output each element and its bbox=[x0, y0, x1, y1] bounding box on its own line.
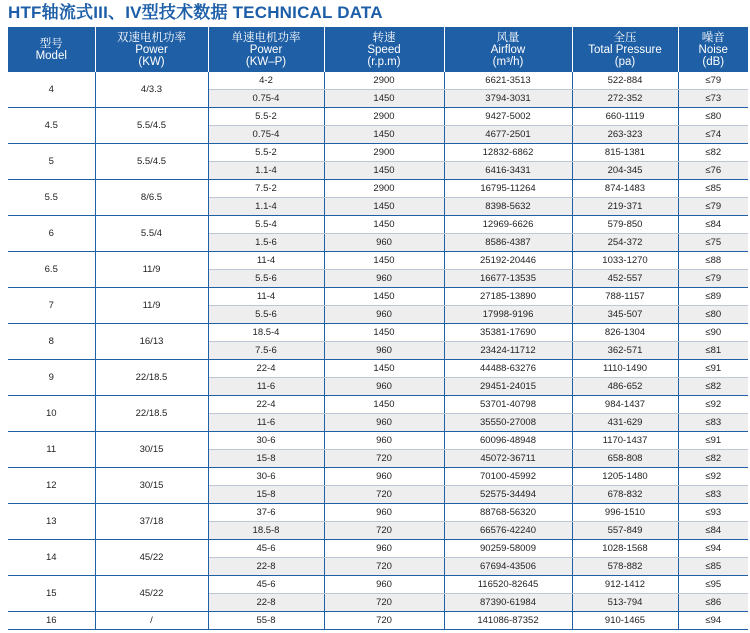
dual-speed-power-cell: 30/15 bbox=[95, 468, 208, 504]
speed-cell: 960 bbox=[324, 234, 444, 252]
airflow-cell: 8586-4387 bbox=[444, 234, 572, 252]
model-cell: 8 bbox=[8, 324, 95, 360]
header-airflow-cn: 风量 bbox=[496, 31, 520, 44]
speed-cell: 2900 bbox=[324, 180, 444, 198]
speed-cell: 960 bbox=[324, 270, 444, 288]
single-speed-power-cell: 5.5-2 bbox=[208, 108, 324, 126]
header-airflow bbox=[444, 27, 572, 72]
airflow-cell: 88768-56320 bbox=[444, 504, 572, 522]
noise-cell: ≤89 bbox=[678, 288, 748, 306]
header-model-en: Model bbox=[35, 49, 67, 62]
noise-cell: ≤94 bbox=[678, 540, 748, 558]
single-speed-power-cell: 11-4 bbox=[208, 252, 324, 270]
table-row bbox=[8, 144, 748, 162]
single-speed-power-cell: 5.5-6 bbox=[208, 270, 324, 288]
noise-cell: ≤85 bbox=[678, 180, 748, 198]
table-row bbox=[8, 540, 748, 558]
speed-cell: 1450 bbox=[324, 396, 444, 414]
single-speed-power-cell: 11-4 bbox=[208, 288, 324, 306]
noise-cell: ≤80 bbox=[678, 108, 748, 126]
table-row bbox=[8, 504, 748, 522]
dual-speed-power-cell: 5.5/4 bbox=[95, 216, 208, 252]
pressure-cell: 263-323 bbox=[572, 126, 678, 144]
table-row bbox=[8, 396, 748, 414]
model-cell: 15 bbox=[8, 576, 95, 612]
header-speed-en: Speed bbox=[367, 43, 401, 56]
dual-speed-power-cell: 22/18.5 bbox=[95, 396, 208, 432]
header-single-speed-power-unit: (KW–P) bbox=[245, 55, 287, 68]
table-row bbox=[8, 576, 748, 594]
dual-speed-power-cell: 22/18.5 bbox=[95, 360, 208, 396]
airflow-cell: 8398-5632 bbox=[444, 198, 572, 216]
model-cell: 6 bbox=[8, 216, 95, 252]
dual-speed-power-cell: 4/3.3 bbox=[95, 72, 208, 108]
model-cell: 4 bbox=[8, 72, 95, 108]
speed-cell: 960 bbox=[324, 432, 444, 450]
single-speed-power-cell: 22-8 bbox=[208, 558, 324, 576]
single-speed-power-cell: 45-6 bbox=[208, 540, 324, 558]
table-row bbox=[8, 180, 748, 198]
header-dual-speed-power-unit: (KW) bbox=[138, 55, 165, 68]
speed-cell: 1450 bbox=[324, 126, 444, 144]
noise-cell: ≤81 bbox=[678, 342, 748, 360]
table-row bbox=[8, 360, 748, 378]
pressure-cell: 513-794 bbox=[572, 594, 678, 612]
airflow-cell: 35550-27008 bbox=[444, 414, 572, 432]
noise-cell: ≤85 bbox=[678, 558, 748, 576]
speed-cell: 1450 bbox=[324, 360, 444, 378]
airflow-cell: 45072-36711 bbox=[444, 450, 572, 468]
model-cell: 11 bbox=[8, 432, 95, 468]
model-cell: 10 bbox=[8, 396, 95, 432]
airflow-cell: 12832-6862 bbox=[444, 144, 572, 162]
pressure-cell: 984-1437 bbox=[572, 396, 678, 414]
page-title: HTF轴流式III、IV型技术数据 TECHNICAL DATA bbox=[8, 3, 383, 22]
speed-cell: 720 bbox=[324, 450, 444, 468]
header-noise-unit: (dB) bbox=[702, 55, 725, 68]
speed-cell: 1450 bbox=[324, 198, 444, 216]
speed-cell: 720 bbox=[324, 594, 444, 612]
pressure-cell: 1110-1490 bbox=[572, 360, 678, 378]
model-cell: 14 bbox=[8, 540, 95, 576]
single-speed-power-cell: 37-6 bbox=[208, 504, 324, 522]
header-noise-en: Noise bbox=[698, 43, 728, 56]
model-cell: 5 bbox=[8, 144, 95, 180]
pressure-cell: 826-1304 bbox=[572, 324, 678, 342]
noise-cell: ≤82 bbox=[678, 450, 748, 468]
single-speed-power-cell: 18.5-8 bbox=[208, 522, 324, 540]
speed-cell: 1450 bbox=[324, 252, 444, 270]
noise-cell: ≤91 bbox=[678, 432, 748, 450]
noise-cell: ≤91 bbox=[678, 360, 748, 378]
pressure-cell: 1205-1480 bbox=[572, 468, 678, 486]
single-speed-power-cell: 22-8 bbox=[208, 594, 324, 612]
single-speed-power-cell: 4-2 bbox=[208, 72, 324, 90]
single-speed-power-cell: 5.5-6 bbox=[208, 306, 324, 324]
airflow-cell: 17998-9196 bbox=[444, 306, 572, 324]
pressure-cell: 910-1465 bbox=[572, 612, 678, 630]
speed-cell: 960 bbox=[324, 342, 444, 360]
noise-cell: ≤84 bbox=[678, 216, 748, 234]
pressure-cell: 486-652 bbox=[572, 378, 678, 396]
header-total-pressure bbox=[572, 27, 678, 72]
single-speed-power-cell: 30-6 bbox=[208, 432, 324, 450]
noise-cell: ≤80 bbox=[678, 306, 748, 324]
single-speed-power-cell: 0.75-4 bbox=[208, 90, 324, 108]
pressure-cell: 579-850 bbox=[572, 216, 678, 234]
pressure-cell: 1028-1568 bbox=[572, 540, 678, 558]
single-speed-power-cell: 11-6 bbox=[208, 378, 324, 396]
airflow-cell: 27185-13890 bbox=[444, 288, 572, 306]
speed-cell: 960 bbox=[324, 378, 444, 396]
airflow-cell: 9427-5002 bbox=[444, 108, 572, 126]
pressure-cell: 660-1119 bbox=[572, 108, 678, 126]
airflow-cell: 116520-82645 bbox=[444, 576, 572, 594]
speed-cell: 720 bbox=[324, 486, 444, 504]
airflow-cell: 12969-6626 bbox=[444, 216, 572, 234]
header-dual-speed-power-cn: 双速电机功率 bbox=[117, 31, 186, 44]
noise-cell: ≤92 bbox=[678, 468, 748, 486]
pressure-cell: 557-849 bbox=[572, 522, 678, 540]
pressure-cell: 345-507 bbox=[572, 306, 678, 324]
airflow-cell: 16677-13535 bbox=[444, 270, 572, 288]
single-speed-power-cell: 45-6 bbox=[208, 576, 324, 594]
speed-cell: 720 bbox=[324, 558, 444, 576]
speed-cell: 960 bbox=[324, 468, 444, 486]
single-speed-power-cell: 22-4 bbox=[208, 396, 324, 414]
dual-speed-power-cell: 45/22 bbox=[95, 540, 208, 576]
single-speed-power-cell: 7.5-2 bbox=[208, 180, 324, 198]
table-header-row bbox=[8, 27, 748, 72]
table-row bbox=[8, 612, 748, 630]
airflow-cell: 25192-20446 bbox=[444, 252, 572, 270]
table-body bbox=[8, 72, 748, 630]
single-speed-power-cell: 1.1-4 bbox=[208, 198, 324, 216]
airflow-cell: 66576-42240 bbox=[444, 522, 572, 540]
model-cell: 7 bbox=[8, 288, 95, 324]
pressure-cell: 815-1381 bbox=[572, 144, 678, 162]
table-row bbox=[8, 108, 748, 126]
table-row bbox=[8, 324, 748, 342]
dual-speed-power-cell: 5.5/4.5 bbox=[95, 108, 208, 144]
single-speed-power-cell: 11-6 bbox=[208, 414, 324, 432]
noise-cell: ≤84 bbox=[678, 522, 748, 540]
header-airflow-en: Airflow bbox=[490, 43, 526, 56]
airflow-cell: 44488-63276 bbox=[444, 360, 572, 378]
noise-cell: ≤82 bbox=[678, 144, 748, 162]
speed-cell: 2900 bbox=[324, 72, 444, 90]
pressure-cell: 272-352 bbox=[572, 90, 678, 108]
header-total-pressure-cn: 全压 bbox=[613, 31, 637, 44]
airflow-cell: 70100-45992 bbox=[444, 468, 572, 486]
speed-cell: 1450 bbox=[324, 90, 444, 108]
single-speed-power-cell: 7.5-6 bbox=[208, 342, 324, 360]
dual-speed-power-cell: 45/22 bbox=[95, 576, 208, 612]
airflow-cell: 87390-61984 bbox=[444, 594, 572, 612]
header-speed bbox=[324, 27, 444, 72]
pressure-cell: 788-1157 bbox=[572, 288, 678, 306]
airflow-cell: 23424-11712 bbox=[444, 342, 572, 360]
header-speed-cn: 转速 bbox=[372, 31, 396, 44]
speed-cell: 2900 bbox=[324, 108, 444, 126]
speed-cell: 1450 bbox=[324, 288, 444, 306]
speed-cell: 1450 bbox=[324, 324, 444, 342]
noise-cell: ≤92 bbox=[678, 396, 748, 414]
header-speed-unit: (r.p.m) bbox=[367, 55, 401, 68]
airflow-cell: 60096-48948 bbox=[444, 432, 572, 450]
model-cell: 13 bbox=[8, 504, 95, 540]
airflow-cell: 35381-17690 bbox=[444, 324, 572, 342]
single-speed-power-cell: 5.5-4 bbox=[208, 216, 324, 234]
noise-cell: ≤74 bbox=[678, 126, 748, 144]
airflow-cell: 52575-34494 bbox=[444, 486, 572, 504]
airflow-cell: 67694-43506 bbox=[444, 558, 572, 576]
noise-cell: ≤79 bbox=[678, 72, 748, 90]
pressure-cell: 658-808 bbox=[572, 450, 678, 468]
pressure-cell: 678-832 bbox=[572, 486, 678, 504]
pressure-cell: 204-345 bbox=[572, 162, 678, 180]
dual-speed-power-cell: / bbox=[95, 612, 208, 630]
pressure-cell: 912-1412 bbox=[572, 576, 678, 594]
noise-cell: ≤73 bbox=[678, 90, 748, 108]
single-speed-power-cell: 5.5-2 bbox=[208, 144, 324, 162]
airflow-cell: 16795-11264 bbox=[444, 180, 572, 198]
header-single-speed-power-en: Power bbox=[249, 43, 283, 56]
model-cell: 6.5 bbox=[8, 252, 95, 288]
dual-speed-power-cell: 8/6.5 bbox=[95, 180, 208, 216]
header-dual-speed-power-en: Power bbox=[135, 43, 168, 56]
header-model-cn: 型号 bbox=[39, 37, 63, 50]
speed-cell: 960 bbox=[324, 306, 444, 324]
single-speed-power-cell: 1.5-6 bbox=[208, 234, 324, 252]
single-speed-power-cell: 15-8 bbox=[208, 450, 324, 468]
speed-cell: 960 bbox=[324, 540, 444, 558]
speed-cell: 960 bbox=[324, 576, 444, 594]
dual-speed-power-cell: 11/9 bbox=[95, 252, 208, 288]
model-cell: 16 bbox=[8, 612, 95, 630]
pressure-cell: 578-882 bbox=[572, 558, 678, 576]
model-cell: 9 bbox=[8, 360, 95, 396]
airflow-cell: 4677-2501 bbox=[444, 126, 572, 144]
pressure-cell: 362-571 bbox=[572, 342, 678, 360]
pressure-cell: 254-372 bbox=[572, 234, 678, 252]
header-noise bbox=[678, 27, 748, 72]
noise-cell: ≤82 bbox=[678, 378, 748, 396]
noise-cell: ≤86 bbox=[678, 594, 748, 612]
speed-cell: 720 bbox=[324, 612, 444, 630]
speed-cell: 720 bbox=[324, 522, 444, 540]
single-speed-power-cell: 30-6 bbox=[208, 468, 324, 486]
airflow-cell: 53701-40798 bbox=[444, 396, 572, 414]
single-speed-power-cell: 15-8 bbox=[208, 486, 324, 504]
speed-cell: 960 bbox=[324, 414, 444, 432]
pressure-cell: 874-1483 bbox=[572, 180, 678, 198]
table-row bbox=[8, 216, 748, 234]
noise-cell: ≤83 bbox=[678, 414, 748, 432]
header-total-pressure-en: Total Pressure bbox=[588, 43, 662, 56]
speed-cell: 1450 bbox=[324, 162, 444, 180]
table-row bbox=[8, 252, 748, 270]
model-cell: 12 bbox=[8, 468, 95, 504]
model-cell: 5.5 bbox=[8, 180, 95, 216]
noise-cell: ≤88 bbox=[678, 252, 748, 270]
technical-data-table bbox=[8, 27, 748, 630]
single-speed-power-cell: 55-8 bbox=[208, 612, 324, 630]
dual-speed-power-cell: 30/15 bbox=[95, 432, 208, 468]
airflow-cell: 6416-3431 bbox=[444, 162, 572, 180]
single-speed-power-cell: 0.75-4 bbox=[208, 126, 324, 144]
header-airflow-unit: (m³/h) bbox=[492, 55, 524, 68]
noise-cell: ≤79 bbox=[678, 198, 748, 216]
pressure-cell: 1033-1270 bbox=[572, 252, 678, 270]
noise-cell: ≤93 bbox=[678, 504, 748, 522]
pressure-cell: 522-884 bbox=[572, 72, 678, 90]
header-single-speed-power-cn: 单速电机功率 bbox=[231, 31, 301, 44]
table-row bbox=[8, 432, 748, 450]
pressure-cell: 452-557 bbox=[572, 270, 678, 288]
header-single-speed-power bbox=[208, 27, 324, 72]
single-speed-power-cell: 18.5-4 bbox=[208, 324, 324, 342]
table-row bbox=[8, 468, 748, 486]
noise-cell: ≤75 bbox=[678, 234, 748, 252]
header-dual-speed-power bbox=[95, 27, 208, 72]
airflow-cell: 90259-58009 bbox=[444, 540, 572, 558]
dual-speed-power-cell: 37/18 bbox=[95, 504, 208, 540]
airflow-cell: 141086-87352 bbox=[444, 612, 572, 630]
pressure-cell: 219-371 bbox=[572, 198, 678, 216]
noise-cell: ≤83 bbox=[678, 486, 748, 504]
noise-cell: ≤94 bbox=[678, 612, 748, 630]
single-speed-power-cell: 1.1-4 bbox=[208, 162, 324, 180]
noise-cell: ≤95 bbox=[678, 576, 748, 594]
airflow-cell: 29451-24015 bbox=[444, 378, 572, 396]
model-cell: 4.5 bbox=[8, 108, 95, 144]
table-row bbox=[8, 72, 748, 90]
header-total-pressure-unit: (pa) bbox=[614, 55, 636, 68]
speed-cell: 1450 bbox=[324, 216, 444, 234]
speed-cell: 2900 bbox=[324, 144, 444, 162]
single-speed-power-cell: 22-4 bbox=[208, 360, 324, 378]
dual-speed-power-cell: 5.5/4.5 bbox=[95, 144, 208, 180]
airflow-cell: 3794-3031 bbox=[444, 90, 572, 108]
header-model bbox=[8, 27, 95, 72]
pressure-cell: 431-629 bbox=[572, 414, 678, 432]
pressure-cell: 1170-1437 bbox=[572, 432, 678, 450]
dual-speed-power-cell: 11/9 bbox=[95, 288, 208, 324]
noise-cell: ≤79 bbox=[678, 270, 748, 288]
airflow-cell: 6621-3513 bbox=[444, 72, 572, 90]
header-noise-cn: 噪音 bbox=[701, 31, 725, 44]
noise-cell: ≤90 bbox=[678, 324, 748, 342]
dual-speed-power-cell: 16/13 bbox=[95, 324, 208, 360]
table-row bbox=[8, 288, 748, 306]
pressure-cell: 996-1510 bbox=[572, 504, 678, 522]
speed-cell: 960 bbox=[324, 504, 444, 522]
noise-cell: ≤76 bbox=[678, 162, 748, 180]
